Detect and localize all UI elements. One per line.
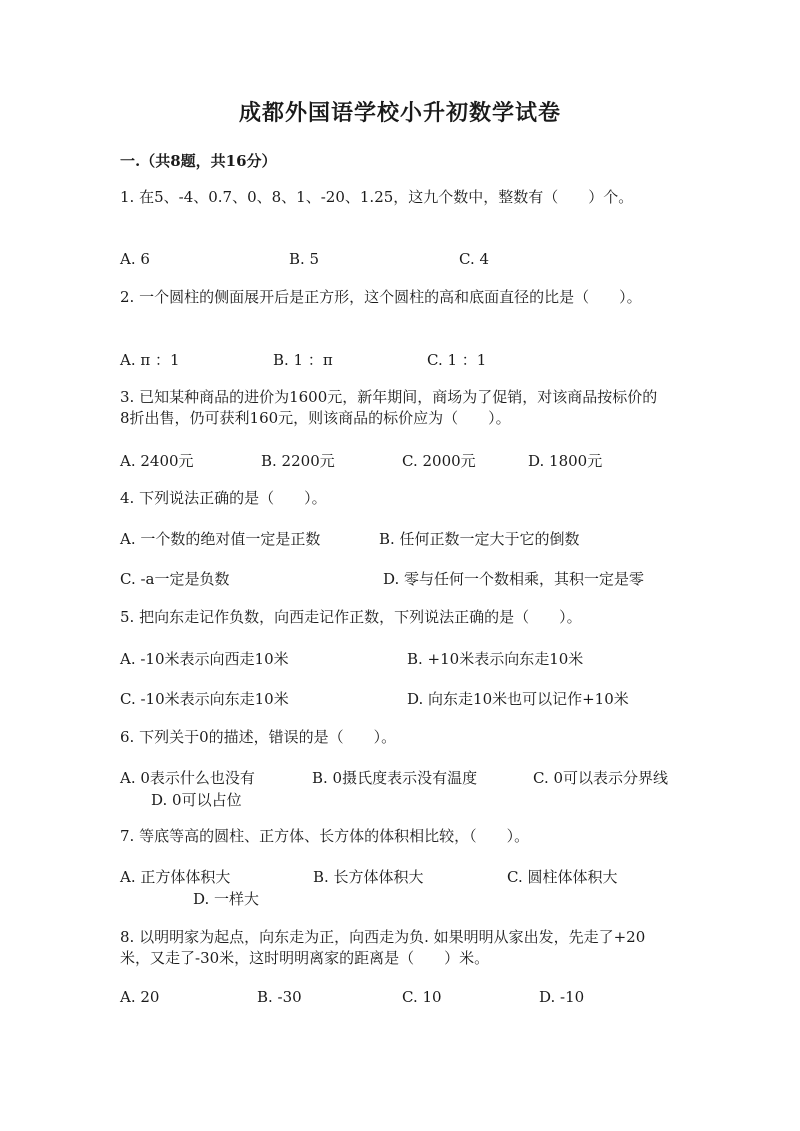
q1-option-a[interactable]: A. 6 [120,250,150,268]
q3-option-c[interactable]: C. 2000元 [402,452,476,470]
question-3: 3. 已知某种商品的进价为1600元，新年期间，商场为了促销，对该商品按标价的8折出售，仍可获利160元，则该商品的标价应为（ ）。 [120,388,658,427]
q3-option-a[interactable]: A. 2400元 [120,452,194,470]
page-title: 成都外国语学校小升初数学试卷 [238,100,561,126]
question-7: 7. 等底等高的圆柱、正方体、长方体的体积相比较，（ ）。 [120,827,530,845]
q6-option-c[interactable]: C. 0可以表示分界线 [533,769,669,787]
question-2: 2. 一个圆柱的侧面展开后是正方形，这个圆柱的高和底面直径的比是（ ）。 [120,288,642,306]
q8-option-b[interactable]: B. -30 [257,988,302,1006]
question-5: 5. 把向东走记作负数，向西走记作正数，下列说法正确的是（ ）。 [120,608,582,626]
question-4: 4. 下列说法正确的是（ ）。 [120,489,327,507]
question-6: 6. 下列关于0的描述，错误的是（ ）。 [120,728,397,746]
q1-option-c[interactable]: C. 4 [459,250,490,268]
q7-option-b[interactable]: B. 长方体体积大 [313,868,424,886]
section-heading: 一.（共8题，共16分） [120,152,277,170]
q7-option-a[interactable]: A. 正方体体积大 [120,868,231,886]
q1-option-b[interactable]: B. 5 [289,250,320,268]
q4-option-c[interactable]: C. -a一定是负数 [120,570,230,588]
q8-option-c[interactable]: C. 10 [402,988,442,1006]
q2-option-c[interactable]: C. 1 ：1 [427,351,487,369]
q8-option-d[interactable]: D. -10 [539,988,585,1006]
q4-option-b[interactable]: B. 任何正数一定大于它的倒数 [379,530,580,548]
q6-option-b[interactable]: B. 0摄氏度表示没有温度 [312,769,478,787]
q4-option-d[interactable]: D. 零与任何一个数相乘，其积一定是零 [383,570,645,588]
q2-option-a[interactable]: A. π ：1 [120,351,180,369]
q7-option-d[interactable]: D. 一样大 [193,890,260,908]
q5-option-b[interactable]: B. +10米表示向东走10米 [407,650,584,668]
q5-option-c[interactable]: C. -10米表示向东走10米 [120,690,289,708]
q7-option-c[interactable]: C. 圆柱体体积大 [507,868,618,886]
q6-option-a[interactable]: A. 0表示什么也没有 [120,769,255,787]
q8-option-a[interactable]: A. 20 [120,988,160,1006]
question-1: 1. 在5、-4、0.7、0、8、1、-20、1.25，这九个数中，整数有（ ）个。 [120,188,634,206]
q3-option-d[interactable]: D. 1800元 [528,452,603,470]
q5-option-a[interactable]: A. -10米表示向西走10米 [120,650,289,668]
q3-option-b[interactable]: B. 2200元 [261,452,335,470]
q5-option-d[interactable]: D. 向东走10米也可以记作+10米 [407,690,629,708]
question-8: 8. 以明明家为起点，向东走为正，向西走为负. 如果明明从家出发，先走了+20米，又走了-30米，这时明明离家的距离是（ ）米。 [120,928,646,967]
q4-option-a[interactable]: A. 一个数的绝对值一定是正数 [120,530,321,548]
q2-option-b[interactable]: B. 1 ：π [273,351,333,369]
q6-option-d[interactable]: D. 0可以占位 [151,791,242,809]
